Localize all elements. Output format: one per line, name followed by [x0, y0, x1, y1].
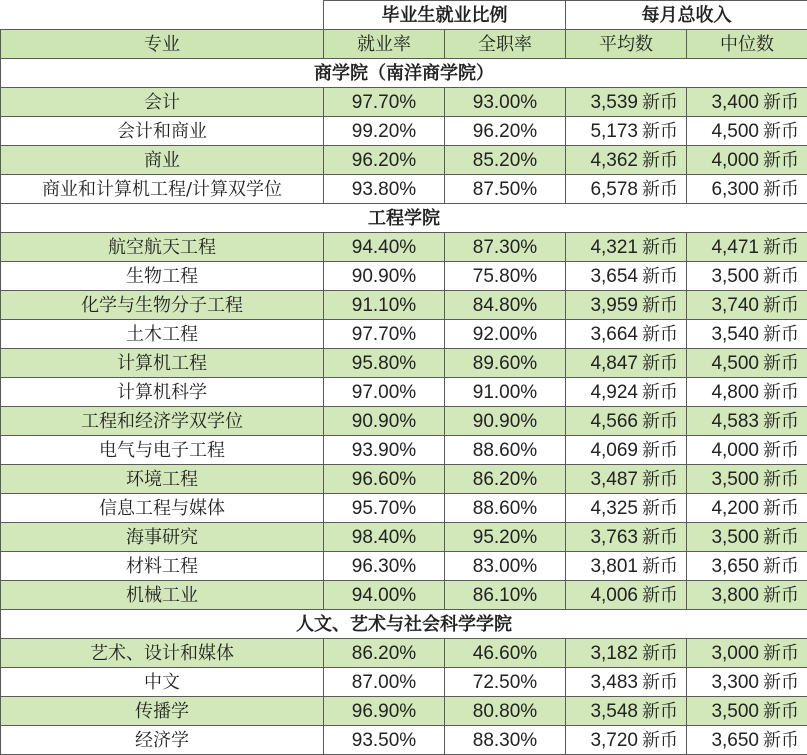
corner-cell [1, 1, 324, 30]
median-income-cell [687, 378, 807, 407]
section-header-row [1, 204, 807, 233]
table-row [1, 407, 807, 436]
table-row [1, 291, 807, 320]
fulltime-rate-cell: 84.80% [445, 291, 566, 320]
income-value: 3,763 [590, 526, 638, 548]
mean-income-cell [566, 465, 687, 494]
major-cell: 商业和计算机工程/计算双学位 [1, 175, 324, 204]
fulltime-rate-cell: 87.30% [445, 233, 566, 262]
table-row [1, 117, 807, 146]
currency-unit: 新币 [763, 729, 799, 751]
employment-rate-cell: 93.50% [324, 726, 445, 755]
currency-unit: 新币 [642, 584, 678, 606]
currency-unit: 新币 [642, 120, 678, 142]
income-value: 3,000 [711, 642, 759, 664]
income-value: 4,000 [711, 439, 759, 461]
income-value: 4,362 [590, 149, 638, 171]
section-header-row [1, 59, 807, 88]
fulltime-rate-cell: 75.80% [445, 262, 566, 291]
median-income-cell [687, 175, 807, 204]
currency-unit: 新币 [763, 410, 799, 432]
currency-unit: 新币 [763, 555, 799, 577]
fulltime-rate-cell: 90.90% [445, 407, 566, 436]
employment-rate-cell: 97.70% [324, 88, 445, 117]
employment-rate-cell: 99.20% [324, 117, 445, 146]
currency-unit: 新币 [642, 555, 678, 577]
major-cell: 电气与电子工程 [1, 436, 324, 465]
table-row [1, 233, 807, 262]
mean-income-cell [566, 436, 687, 465]
income-value: 3,650 [711, 555, 759, 577]
table-row [1, 146, 807, 175]
employment-rate-cell: 97.70% [324, 320, 445, 349]
median-income-cell [687, 320, 807, 349]
major-cell: 环境工程 [1, 465, 324, 494]
table-row [1, 88, 807, 117]
income-value: 3,500 [711, 265, 759, 287]
currency-unit: 新币 [642, 149, 678, 171]
median-income-cell [687, 291, 807, 320]
major-cell: 海事研究 [1, 523, 324, 552]
currency-unit: 新币 [763, 323, 799, 345]
currency-unit: 新币 [642, 729, 678, 751]
median-income-cell [687, 639, 807, 668]
currency-unit: 新币 [763, 497, 799, 519]
currency-unit: 新币 [763, 236, 799, 258]
employment-rate-cell: 87.00% [324, 668, 445, 697]
currency-unit: 新币 [763, 91, 799, 113]
mean-income-cell [566, 233, 687, 262]
major-column-header: 专业 [1, 30, 324, 59]
fulltime-rate-cell: 93.00% [445, 88, 566, 117]
currency-unit: 新币 [642, 642, 678, 664]
income-value: 4,500 [711, 120, 759, 142]
income-value: 4,069 [590, 439, 638, 461]
income-value: 4,566 [590, 410, 638, 432]
fulltime-rate-cell: 83.00% [445, 552, 566, 581]
currency-unit: 新币 [642, 178, 678, 200]
table-row [1, 175, 807, 204]
median-income-cell [687, 88, 807, 117]
major-cell: 计算机工程 [1, 349, 324, 378]
major-cell: 经济学 [1, 726, 324, 755]
currency-unit: 新币 [642, 468, 678, 490]
fulltime-rate-cell: 87.50% [445, 175, 566, 204]
mean-income-cell [566, 378, 687, 407]
income-value: 3,664 [590, 323, 638, 345]
currency-unit: 新币 [763, 352, 799, 374]
column-header-row [1, 30, 807, 59]
major-cell: 土木工程 [1, 320, 324, 349]
mean-income-cell [566, 320, 687, 349]
employment-rate-cell: 91.10% [324, 291, 445, 320]
median-income-cell [687, 697, 807, 726]
section-title: 工程学院 [1, 204, 807, 233]
median-income-cell [687, 668, 807, 697]
income-value: 3,500 [711, 526, 759, 548]
fulltime-rate-cell: 96.20% [445, 117, 566, 146]
income-value: 3,540 [711, 323, 759, 345]
income-value: 3,650 [711, 729, 759, 751]
income-value: 4,924 [590, 381, 638, 403]
table-row [1, 523, 807, 552]
fulltime-rate-cell: 85.20% [445, 146, 566, 175]
median-income-cell [687, 494, 807, 523]
group-header-row [1, 1, 807, 30]
table-row [1, 494, 807, 523]
income-value: 4,321 [590, 236, 638, 258]
currency-unit: 新币 [763, 265, 799, 287]
employment-rate-cell: 95.70% [324, 494, 445, 523]
income-group-header: 每月总收入 [566, 1, 807, 30]
table-row [1, 349, 807, 378]
income-value: 3,400 [711, 91, 759, 113]
mean-income-cell [566, 175, 687, 204]
mean-income-cell [566, 262, 687, 291]
table-row [1, 552, 807, 581]
currency-unit: 新币 [763, 642, 799, 664]
table-row [1, 668, 807, 697]
mean-income-cell [566, 697, 687, 726]
currency-unit: 新币 [642, 410, 678, 432]
fulltime-rate-cell: 72.50% [445, 668, 566, 697]
mean-income-cell [566, 639, 687, 668]
major-cell: 商业 [1, 146, 324, 175]
currency-unit: 新币 [763, 671, 799, 693]
currency-unit: 新币 [763, 526, 799, 548]
table-row [1, 436, 807, 465]
median-income-cell [687, 117, 807, 146]
fulltime-rate-cell: 88.60% [445, 436, 566, 465]
employment-rate-cell: 94.00% [324, 581, 445, 610]
income-value: 3,801 [590, 555, 638, 577]
employment-rate-cell: 93.80% [324, 175, 445, 204]
table-row [1, 639, 807, 668]
fulltime-rate-cell: 86.10% [445, 581, 566, 610]
median-income-cell [687, 146, 807, 175]
mean-income-cell [566, 117, 687, 146]
income-value: 6,578 [590, 178, 638, 200]
mean-income-cell [566, 291, 687, 320]
income-value: 4,000 [711, 149, 759, 171]
major-cell: 会计和商业 [1, 117, 324, 146]
major-cell: 化学与生物分子工程 [1, 291, 324, 320]
currency-unit: 新币 [642, 439, 678, 461]
table-row [1, 697, 807, 726]
median-income-cell [687, 349, 807, 378]
fulltime-rate-column-header: 全职率 [445, 30, 566, 59]
fulltime-rate-cell: 92.00% [445, 320, 566, 349]
employment-rate-cell: 98.40% [324, 523, 445, 552]
mean-income-cell [566, 523, 687, 552]
income-value: 3,720 [590, 729, 638, 751]
currency-unit: 新币 [763, 700, 799, 722]
section-title: 商学院（南洋商学院） [1, 59, 807, 88]
mean-income-cell [566, 726, 687, 755]
currency-unit: 新币 [642, 323, 678, 345]
major-cell: 传播学 [1, 697, 324, 726]
major-cell: 中文 [1, 668, 324, 697]
major-cell: 计算机科学 [1, 378, 324, 407]
major-cell: 工程和经济学双学位 [1, 407, 324, 436]
median-income-cell [687, 407, 807, 436]
currency-unit: 新币 [642, 381, 678, 403]
employment-rate-cell: 94.40% [324, 233, 445, 262]
currency-unit: 新币 [642, 294, 678, 316]
median-income-cell [687, 262, 807, 291]
employment-rate-cell: 86.20% [324, 639, 445, 668]
major-cell: 航空航天工程 [1, 233, 324, 262]
employment-rate-cell: 90.90% [324, 407, 445, 436]
income-value: 3,539 [590, 91, 638, 113]
income-value: 4,006 [590, 584, 638, 606]
employment-rate-cell: 96.60% [324, 465, 445, 494]
currency-unit: 新币 [642, 265, 678, 287]
major-cell: 信息工程与媒体 [1, 494, 324, 523]
employment-rate-cell: 96.90% [324, 697, 445, 726]
income-value: 3,740 [711, 294, 759, 316]
income-value: 4,800 [711, 381, 759, 403]
currency-unit: 新币 [642, 497, 678, 519]
income-value: 3,487 [590, 468, 638, 490]
currency-unit: 新币 [642, 526, 678, 548]
income-value: 3,300 [711, 671, 759, 693]
major-cell: 艺术、设计和媒体 [1, 639, 324, 668]
mean-income-cell [566, 494, 687, 523]
currency-unit: 新币 [642, 352, 678, 374]
currency-unit: 新币 [763, 584, 799, 606]
major-cell: 会计 [1, 88, 324, 117]
median-income-cell [687, 436, 807, 465]
mean-income-cell [566, 407, 687, 436]
mean-income-cell [566, 146, 687, 175]
currency-unit: 新币 [763, 468, 799, 490]
fulltime-rate-cell: 80.80% [445, 697, 566, 726]
employment-rate-column-header: 就业率 [324, 30, 445, 59]
currency-unit: 新币 [763, 294, 799, 316]
mean-income-cell [566, 552, 687, 581]
employment-rate-cell: 96.30% [324, 552, 445, 581]
employment-rate-cell: 93.90% [324, 436, 445, 465]
currency-unit: 新币 [763, 178, 799, 200]
median-income-cell [687, 581, 807, 610]
fulltime-rate-cell: 86.20% [445, 465, 566, 494]
income-value: 3,654 [590, 265, 638, 287]
employment-rate-cell: 97.00% [324, 378, 445, 407]
income-value: 3,800 [711, 584, 759, 606]
mean-income-cell [566, 668, 687, 697]
currency-unit: 新币 [642, 91, 678, 113]
table-row [1, 320, 807, 349]
income-value: 5,173 [590, 120, 638, 142]
fulltime-rate-cell: 89.60% [445, 349, 566, 378]
table-row [1, 378, 807, 407]
table-row [1, 262, 807, 291]
currency-unit: 新币 [763, 120, 799, 142]
employment-rate-cell: 90.90% [324, 262, 445, 291]
median-income-cell [687, 726, 807, 755]
fulltime-rate-cell: 46.60% [445, 639, 566, 668]
table-row [1, 465, 807, 494]
table-body [1, 59, 807, 755]
currency-unit: 新币 [763, 381, 799, 403]
fulltime-rate-cell: 95.20% [445, 523, 566, 552]
major-cell: 材料工程 [1, 552, 324, 581]
income-value: 3,548 [590, 700, 638, 722]
income-value: 3,500 [711, 700, 759, 722]
fulltime-rate-cell: 88.60% [445, 494, 566, 523]
income-value: 3,483 [590, 671, 638, 693]
mean-income-column-header: 平均数 [566, 30, 687, 59]
employment-rate-cell: 96.20% [324, 146, 445, 175]
income-value: 3,500 [711, 468, 759, 490]
income-value: 3,182 [590, 642, 638, 664]
currency-unit: 新币 [763, 439, 799, 461]
mean-income-cell [566, 88, 687, 117]
section-title: 人文、艺术与社会科学学院 [1, 610, 807, 639]
income-value: 4,847 [590, 352, 638, 374]
table-row [1, 581, 807, 610]
employment-group-header: 毕业生就业比例 [324, 1, 566, 30]
currency-unit: 新币 [642, 700, 678, 722]
currency-unit: 新币 [642, 236, 678, 258]
currency-unit: 新币 [763, 149, 799, 171]
fulltime-rate-cell: 88.30% [445, 726, 566, 755]
table-row [1, 726, 807, 755]
income-value: 4,200 [711, 497, 759, 519]
median-income-cell [687, 233, 807, 262]
employment-rate-cell: 95.80% [324, 349, 445, 378]
median-income-column-header: 中位数 [687, 30, 807, 59]
major-cell: 机械工业 [1, 581, 324, 610]
fulltime-rate-cell: 91.00% [445, 378, 566, 407]
income-value: 4,583 [711, 410, 759, 432]
mean-income-cell [566, 581, 687, 610]
section-header-row [1, 610, 807, 639]
median-income-cell [687, 465, 807, 494]
income-value: 4,325 [590, 497, 638, 519]
income-value: 4,471 [711, 236, 759, 258]
income-value: 6,300 [711, 178, 759, 200]
income-value: 3,959 [590, 294, 638, 316]
median-income-cell [687, 552, 807, 581]
major-cell: 生物工程 [1, 262, 324, 291]
income-value: 4,500 [711, 352, 759, 374]
median-income-cell [687, 523, 807, 552]
mean-income-cell [566, 349, 687, 378]
currency-unit: 新币 [642, 671, 678, 693]
